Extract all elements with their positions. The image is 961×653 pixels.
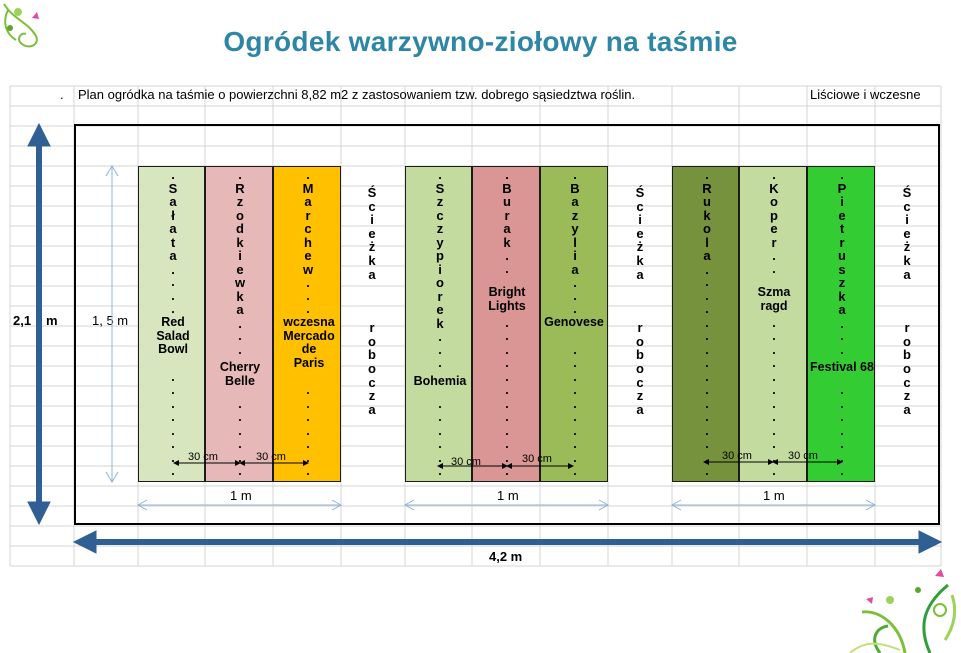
bed-pietruszka-name: . P i e t r u s z k a . <box>837 167 847 331</box>
bed-dot: . <box>306 383 310 397</box>
bed-dot: . <box>306 450 310 465</box>
bed-dot: . <box>505 464 509 478</box>
bed-dot: . <box>505 410 509 424</box>
bed-dot: . <box>840 464 844 478</box>
bed-dot: . <box>238 437 242 451</box>
spacing-label-2: 30 cm <box>256 451 286 463</box>
bed-dot: . <box>705 275 709 289</box>
bed-koper-name: . K o p e r . <box>769 167 779 263</box>
bed-dot: . <box>438 464 442 478</box>
page-title: Ogródek warzywno-ziołowy na taśmie <box>223 26 738 57</box>
bed-dot: . <box>840 342 844 357</box>
bed-dot: . <box>438 450 442 465</box>
bed-dot: . <box>573 383 577 397</box>
bed-dot: . <box>171 437 175 451</box>
bed-dot: . <box>772 450 776 465</box>
bed-dot: . <box>505 383 509 397</box>
bed-bazylia-name: . B a z y l i a . <box>570 167 580 290</box>
bed-dot: . <box>306 396 310 411</box>
bed-dot: . <box>840 383 844 397</box>
bed-dot: . <box>438 423 442 438</box>
bed-dot: . <box>705 437 709 451</box>
bed-burak-variety: Bright Lights <box>488 285 526 313</box>
bed-dot: . <box>238 410 242 424</box>
bed-dot: . <box>306 288 310 303</box>
bed-group-3-width: 1 m <box>763 488 785 503</box>
bed-dot: . <box>772 437 776 451</box>
spacing-label-1: 30 cm <box>188 451 218 463</box>
bed-marchew-name: . M a r c h e w . <box>302 167 314 290</box>
bed-dot: . <box>772 369 776 384</box>
bed-dot: . <box>705 302 709 316</box>
bed-rzodkiewka-variety: Cherry Belle <box>219 360 261 388</box>
bed-dot: . <box>705 329 709 343</box>
bed-dot: . <box>171 410 175 424</box>
bed-dot: . <box>306 437 310 451</box>
bed-dot: . <box>505 329 509 343</box>
bed-dot: . <box>705 423 709 438</box>
total-width-label: 4,2 m <box>489 549 523 564</box>
bed-dot: . <box>705 342 709 357</box>
bed-dot: . <box>705 356 709 370</box>
bed-dot: . <box>438 356 442 370</box>
bed-dot: . <box>306 464 310 478</box>
bed-dot: . <box>505 450 509 465</box>
bed-dot: . <box>573 396 577 411</box>
bed-dot: . <box>840 410 844 424</box>
bed-dot: . <box>705 369 709 384</box>
bed-dot: . <box>505 396 509 411</box>
bed-marchew-variety: wczesna Mercado de Paris <box>283 315 335 370</box>
bed-dot: . <box>238 329 242 343</box>
bed-szczypiorek-name: . S z c z y p i o r e k . <box>435 167 445 344</box>
bed-dot: . <box>705 410 709 424</box>
bed-dot: . <box>705 288 709 303</box>
bed-dot: . <box>438 437 442 451</box>
bed-dot: . <box>705 450 709 465</box>
bed-dot: . <box>772 342 776 357</box>
bed-dot: . <box>171 423 175 438</box>
bed-dot: . <box>573 302 577 316</box>
floral-decoration-icon <box>850 569 955 653</box>
bed-rzodkiewka-name: . R z o d k i e w k a . <box>234 167 246 331</box>
bed-dot: . <box>171 275 175 289</box>
bed-dot: . <box>840 423 844 438</box>
total-width-arrow <box>74 531 941 553</box>
bed-dot: . <box>505 356 509 370</box>
inner-height-label: 1, 5 m <box>92 313 129 328</box>
bed-dot: . <box>772 383 776 397</box>
bed-dot: . <box>573 437 577 451</box>
bed-dot: . <box>772 410 776 424</box>
working-path-1: Ś c i e ż k a r o b o c z a <box>367 185 377 417</box>
swirl-decoration-icon <box>4 4 39 46</box>
bed-dot: . <box>573 369 577 384</box>
bed-dot: . <box>171 464 175 478</box>
bed-dot: . <box>505 369 509 384</box>
bed-dot: . <box>171 288 175 303</box>
outer-height-arrow <box>28 124 50 524</box>
bed-dot: . <box>705 396 709 411</box>
bed-dot: . <box>238 450 242 465</box>
bed-dot: . <box>573 356 577 370</box>
bed-dot: . <box>573 410 577 424</box>
bed-group-1-width: 1 m <box>230 488 252 503</box>
working-path-2: Ś c i e ż k a r o b o c z a <box>635 185 645 417</box>
bed-dot: . <box>306 410 310 424</box>
plant-category: Liściowe i wczesne <box>810 87 921 102</box>
bed-dot: . <box>171 396 175 411</box>
bed-dot: . <box>238 423 242 438</box>
bed-rukola-name: . R u k o l a . <box>702 167 712 277</box>
bed-dot: . <box>573 450 577 465</box>
bed-dot: . <box>438 342 442 357</box>
bed-dot: . <box>171 302 175 316</box>
bed-dot: . <box>573 342 577 357</box>
bed-dot: . <box>505 261 509 276</box>
inner-height-arrow <box>106 166 118 482</box>
spacing-label-4: 30 cm <box>522 453 552 465</box>
bed-dot: . <box>171 369 175 384</box>
bed-dot: . <box>438 410 442 424</box>
bed-bazylia-variety: Genovese <box>544 315 604 329</box>
bed-koper-variety: Szma ragd <box>757 285 791 313</box>
bed-dot: . <box>840 450 844 465</box>
bed-szczypiorek-variety: Bohemia <box>413 374 467 388</box>
bed-salata-name: . S a ł a t a . <box>168 167 178 277</box>
bed-dot: . <box>772 423 776 438</box>
bed-dot: . <box>238 464 242 478</box>
bed-dot: . <box>438 396 442 411</box>
spacing-label-5: 30 cm <box>722 450 752 462</box>
outer-height-unit: m <box>46 313 58 328</box>
bed-dot: . <box>505 423 509 438</box>
bed-dot: . <box>840 396 844 411</box>
bed-dot: . <box>505 342 509 357</box>
bed-dot: . <box>772 356 776 370</box>
bed-burak-name: . B u r a k . <box>502 167 512 263</box>
bed-dot: . <box>573 288 577 303</box>
bed-dot: . <box>573 464 577 478</box>
bed-dot: . <box>705 383 709 397</box>
bed-dot: . <box>505 315 509 330</box>
bed-dot: . <box>171 450 175 465</box>
bed-salata-variety: Red Salad Bowl <box>156 315 190 356</box>
bed-dot: . <box>705 464 709 478</box>
bed-dot: . <box>840 329 844 343</box>
bed-dot: . <box>772 315 776 330</box>
bed-dot: . <box>772 261 776 276</box>
bed-dot: . <box>505 437 509 451</box>
bed-dot: . <box>772 464 776 478</box>
header-dot: . <box>60 87 64 102</box>
bed-dot: . <box>238 342 242 357</box>
bed-dot: . <box>171 383 175 397</box>
bed-dot: . <box>306 302 310 316</box>
bed-width-arrows <box>138 500 875 510</box>
bed-dot: . <box>772 396 776 411</box>
bed-pietruszka-variety: Festival 68 <box>810 360 874 374</box>
bed-dot: . <box>573 423 577 438</box>
bed-dot: . <box>705 315 709 330</box>
plan-description: Plan ogródka na taśmie o powierzchni 8,82 m2 z zastosowaniem tzw. dobrego sąsiedztwa roślin. <box>78 87 636 102</box>
spacing-label-3: 30 cm <box>451 456 481 468</box>
bed-group-2-width: 1 m <box>497 488 519 503</box>
spacing-label-6: 30 cm <box>788 450 818 462</box>
outer-height-value: 2,1 <box>13 313 32 328</box>
bed-dot: . <box>840 437 844 451</box>
bed-dot: . <box>306 423 310 438</box>
bed-dot: . <box>238 396 242 411</box>
working-path-3: Ś c i e ż k a r o b o c z a <box>902 185 912 417</box>
bed-dot: . <box>772 329 776 343</box>
